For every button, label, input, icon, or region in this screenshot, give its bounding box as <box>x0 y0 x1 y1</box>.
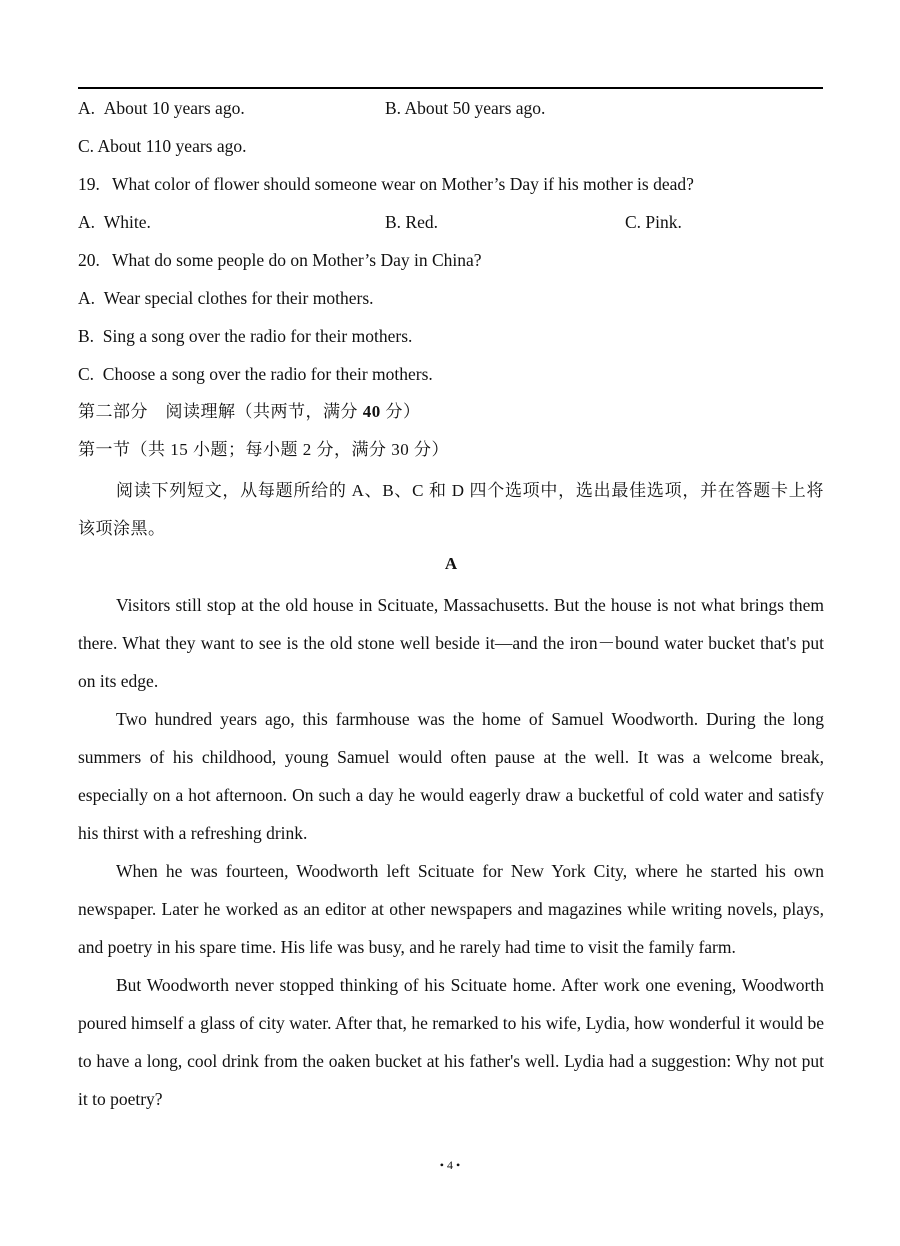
part2-heading <box>78 396 824 434</box>
q20-option-a: A. Wear special clothes for their mothers. <box>78 288 374 308</box>
q20-option-c: C. Choose a song over the radio for their mothers. <box>78 364 433 384</box>
q18-option-c: C. About 110 years ago. <box>78 136 247 156</box>
part2-heading-prefix: 第二部分 阅读理解（共两节，满分 <box>78 402 363 421</box>
part2-heading-suffix: 分） <box>380 402 421 421</box>
passage-paragraph: Two hundred years ago, this farmhouse was the home of Samuel Woodworth. During the long summers of his childhood, young Samuel would often pause at the well. It was a welcome break, especially on a hot afternoon. On such a day he would eagerly draw a bucketful of cold water and satisfy his thirst with a refreshing drink. <box>78 709 824 843</box>
q19-question-text: What color of flower should someone wear on Mother’s Day if his mother is dead? <box>112 174 694 194</box>
q18-options-row-2 <box>78 130 824 168</box>
q18-options-row-1 <box>78 92 824 130</box>
q19-options-row <box>78 206 824 244</box>
q19-option-a: A. White. <box>78 212 151 232</box>
q19-option-b: B. Red. <box>385 212 438 232</box>
passage-paragraph: When he was fourteen, Woodworth left Scituate for New York City, where he started his own newspaper. Later he worked as an editor at other newspapers and magazines while writing novels, plays, and poetry in his spare time. His life was busy, and he rarely had time to visit the family farm. <box>78 861 824 957</box>
q20-option-b: B. Sing a song over the radio for their mothers. <box>78 326 413 346</box>
q19-question <box>78 168 824 206</box>
q20-question <box>78 244 824 282</box>
page-number: • 4 • <box>439 1158 461 1172</box>
header-rule <box>78 87 823 89</box>
q19-option-c: C. Pink. <box>625 212 682 232</box>
q20-question-text: What do some people do on Mother’s Day in China? <box>112 250 482 270</box>
section1-heading: 第一节（共 15 小题；每小题 2 分，满分 30 分） <box>78 440 449 459</box>
passage-paragraph: Visitors still stop at the old house in Scituate, Massachusetts. But the house is not what brings them there. What they want to see is the old stone well beside it—and the iron－bound water bucket that's put on its edge. <box>78 595 824 691</box>
passage-paragraph: But Woodworth never stopped thinking of his Scituate home. After work one evening, Woodworth poured himself a glass of city water. After that, he remarked to his wife, Lydia, how wonderful it would be to have a long, cool drink from the oaken bucket at his father's well. Lydia had a suggestion: Why not put it to poetry? <box>78 975 824 1109</box>
reading-instructions: 阅读下列短文，从每题所给的 A、B、C 和 D 四个选项中，选出最佳选项，并在答题卡上将该项涂黑。 <box>78 481 824 538</box>
q18-option-a: A. About 10 years ago. <box>78 98 245 118</box>
q20-number: 20. <box>78 250 100 270</box>
part2-heading-score: 40 <box>362 402 381 421</box>
page-content <box>78 92 824 1118</box>
q18-option-b: B. About 50 years ago. <box>385 98 546 118</box>
passage-title: A <box>444 554 458 573</box>
q19-number: 19. <box>78 174 100 194</box>
